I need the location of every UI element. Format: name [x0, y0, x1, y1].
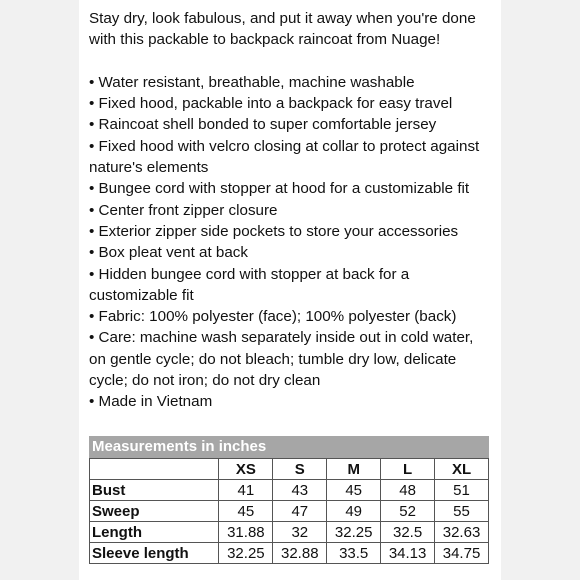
feature-list — [89, 72, 491, 413]
table-cell: 41 — [219, 480, 273, 501]
table-row — [90, 522, 489, 543]
measurements-table-section — [89, 436, 489, 564]
feature-item: • Exterior zipper side pockets to store your accessories — [89, 222, 459, 240]
table-cell: 43 — [273, 480, 327, 501]
table-cell: 49 — [327, 501, 381, 522]
table-row — [90, 543, 489, 564]
table-cell: 34.13 — [381, 543, 435, 564]
table-row — [90, 480, 489, 501]
size-header-cell: M — [327, 459, 381, 480]
table-cell: 31.88 — [219, 522, 273, 543]
intro-paragraph: Stay dry, look fabulous, and put it away when you're done with this packable to backpack raincoat from Nuage! — [89, 10, 476, 49]
description-text — [89, 8, 491, 413]
feature-item: • Fixed hood, packable into a backpack for easy travel — [89, 95, 453, 113]
row-label: Sleeve length — [90, 543, 219, 564]
feature-item: • Box pleat vent at back — [89, 244, 248, 262]
feature-item: • Center front zipper closure — [89, 201, 278, 219]
feature-item: • Water resistant, breathable, machine washable — [89, 73, 415, 91]
table-cell: 33.5 — [327, 543, 381, 564]
table-cell: 32.25 — [219, 543, 273, 564]
product-description-card — [79, 0, 501, 580]
table-cell: 55 — [435, 501, 489, 522]
table-cell: 34.75 — [435, 543, 489, 564]
table-cell: 51 — [435, 480, 489, 501]
header-corner-cell — [90, 459, 219, 480]
feature-item: • Hidden bungee cord with stopper at back for a customizable fit — [89, 265, 410, 304]
feature-item: • Fixed hood with velcro closing at collar to protect against nature's elements — [89, 137, 480, 177]
row-label: Sweep — [90, 501, 219, 522]
size-header-cell: XL — [435, 459, 489, 480]
measurements-title: Measurements in inches — [89, 436, 489, 458]
feature-item: • Fabric: 100% polyester (face); 100% polyester (back) — [89, 308, 457, 326]
row-label: Bust — [90, 480, 219, 501]
table-cell: 32.25 — [327, 522, 381, 543]
feature-item: • Raincoat shell bonded to super comfortable jersey — [89, 116, 437, 134]
measurements-table — [89, 458, 489, 564]
row-label: Length — [90, 522, 219, 543]
size-header-cell: L — [381, 459, 435, 480]
table-cell: 45 — [327, 480, 381, 501]
feature-item: • Bungee cord with stopper at hood for a customizable fit — [89, 180, 470, 198]
feature-item: • Care: machine wash separately inside out in cold water, on gentle cycle; do not bleach; tumble dry low, delicate cycle; do not iron; do not dry clean — [89, 329, 474, 390]
table-cell: 47 — [273, 501, 327, 522]
table-cell: 32.63 — [435, 522, 489, 543]
size-header-cell: S — [273, 459, 327, 480]
table-cell: 45 — [219, 501, 273, 522]
table-row — [90, 501, 489, 522]
table-cell: 32 — [273, 522, 327, 543]
table-cell: 32.5 — [381, 522, 435, 543]
paragraph-spacer — [89, 51, 491, 72]
table-cell: 52 — [381, 501, 435, 522]
table-cell: 48 — [381, 480, 435, 501]
table-cell: 32.88 — [273, 543, 327, 564]
size-header-cell: XS — [219, 459, 273, 480]
feature-item: • Made in Vietnam — [89, 393, 213, 411]
size-header-row — [90, 459, 489, 480]
